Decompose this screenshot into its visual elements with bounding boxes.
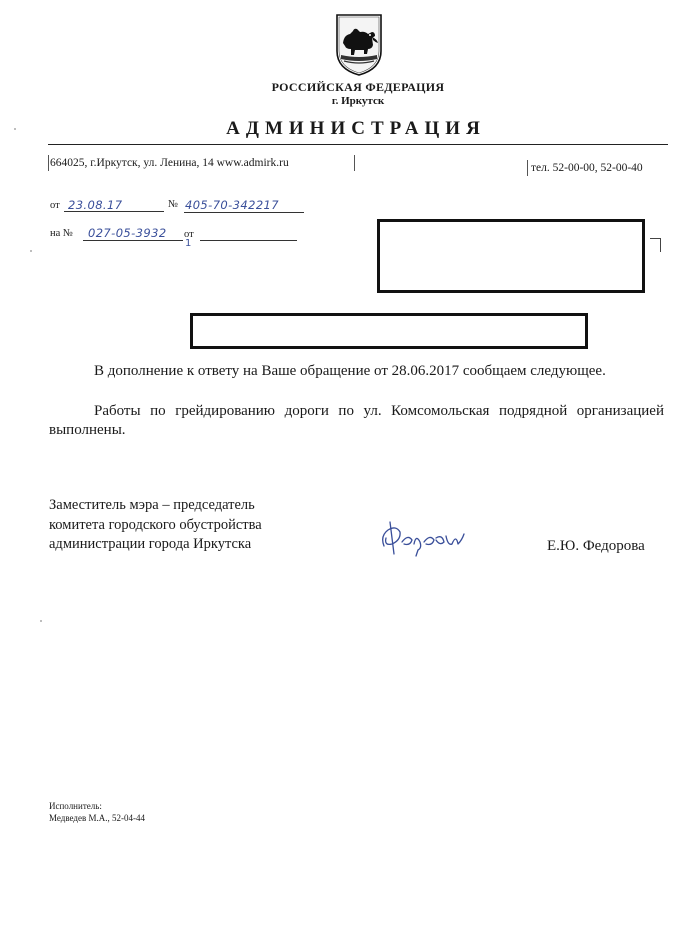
- scan-speck: [30, 250, 32, 252]
- scan-speck: [40, 620, 42, 622]
- signatory-title-line-1: Заместитель мэра – председатель: [49, 497, 255, 513]
- phone-line: тел. 52-00-00, 52-00-40: [531, 162, 643, 174]
- ref-number-label: №: [168, 199, 179, 210]
- incoming-date-label: от: [184, 229, 194, 240]
- coat-of-arms-icon: [334, 13, 384, 77]
- incoming-date-underline: [200, 240, 297, 241]
- signatory-name: Е.Ю. Федорова: [547, 538, 645, 554]
- address-frame-mid: [354, 155, 355, 171]
- ref-number-value: 405-70-342217: [185, 198, 279, 212]
- incoming-number-underline: [83, 240, 183, 241]
- address-line: 664025, г.Иркутск, ул. Ленина, 14 www.admirk.ru: [50, 157, 289, 169]
- executor-label: Исполнитель:: [49, 801, 102, 811]
- organization-title: АДМИНИСТРАЦИЯ: [226, 118, 486, 139]
- country-name: РОССИЙСКАЯ ФЕДЕРАЦИЯ: [271, 80, 445, 94]
- ref-number-underline: [184, 212, 304, 213]
- city-name: г. Иркутск: [331, 95, 385, 107]
- redacted-salutation-box: [190, 313, 588, 349]
- handwritten-signature: [376, 516, 468, 560]
- address-frame-left: [48, 155, 49, 171]
- signatory-title: [49, 496, 262, 555]
- executor-info: [49, 800, 145, 824]
- incoming-mark: 1: [185, 238, 192, 249]
- incoming-number-value: 027-05-3932: [88, 226, 167, 240]
- body-paragraph-1: В дополнение к ответу на Ваше обращение от 28.06.2017 сообщаем следующее.: [94, 363, 606, 379]
- signatory-title-line-2: комитета городского обустройства: [49, 516, 262, 533]
- corner-mark: [650, 238, 660, 239]
- redacted-recipient-box: [377, 219, 645, 293]
- header-divider: [48, 144, 668, 145]
- ref-date-value: 23.08.17: [68, 198, 123, 212]
- scan-speck: [14, 128, 16, 130]
- signatory-title-line-3: администрации города Иркутска: [49, 536, 252, 552]
- corner-mark-vertical: [660, 238, 661, 252]
- phone-frame-left: [527, 160, 528, 176]
- body-paragraph-2: Работы по грейдированию дороги по ул. Комсомольская подрядной организацией выполнены.: [49, 403, 664, 438]
- ref-date-label: от: [50, 200, 60, 211]
- incoming-number-label: на №: [50, 228, 73, 239]
- executor-contact: Медведев М.А., 52-04-44: [49, 813, 145, 823]
